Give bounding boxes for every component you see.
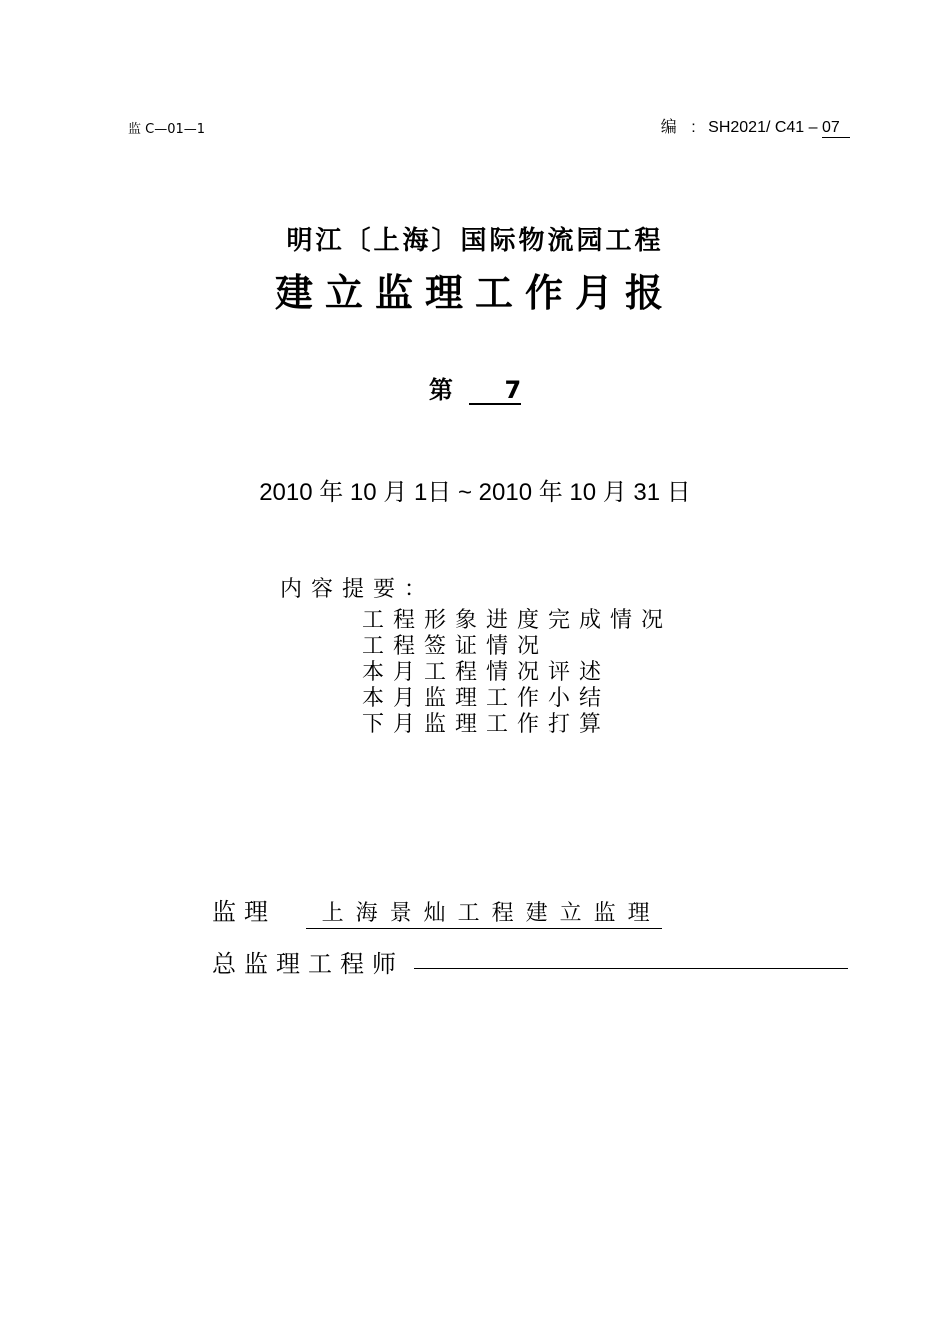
doc-number-prefix: SH2021/ C41 – (708, 119, 818, 136)
contents-item: 工程形象进度完成情况 (362, 608, 673, 633)
report-title: 建立监理工作月报 (274, 271, 675, 315)
report-period: 2010 年 10 月 1日 ~ 2010 年 10 月 31 日 (259, 479, 691, 506)
issue-number-line (0, 370, 950, 405)
contents-list (362, 608, 672, 738)
project-title: 明江〔上海〕国际物流园工程 (286, 226, 664, 256)
chief-engineer-signature-line (414, 968, 848, 969)
chief-engineer-label: 总监理工程师 (212, 950, 404, 978)
issue-prefix: 第 (428, 376, 453, 404)
doc-number-sequence: 07 (822, 119, 850, 138)
issue-number: 7 (469, 377, 521, 405)
doc-number-separator: : (691, 119, 696, 136)
supervisor-row (212, 892, 662, 929)
chief-engineer-row (212, 944, 404, 979)
document-number (661, 114, 850, 138)
contents-heading: 内容提要： (280, 577, 436, 602)
doc-number-label: 编 (660, 119, 687, 136)
supervisor-value: 上海景灿工程建立监理 (306, 900, 662, 929)
form-code: 监 C—01—1 (128, 122, 206, 137)
contents-item: 工程签证情况 (362, 634, 549, 659)
supervisor-label: 监理 (212, 898, 276, 926)
contents-item: 下月监理工作打算 (362, 712, 611, 737)
contents-item: 本月工程情况评述 (362, 660, 611, 685)
contents-item: 本月监理工作小结 (362, 686, 611, 711)
